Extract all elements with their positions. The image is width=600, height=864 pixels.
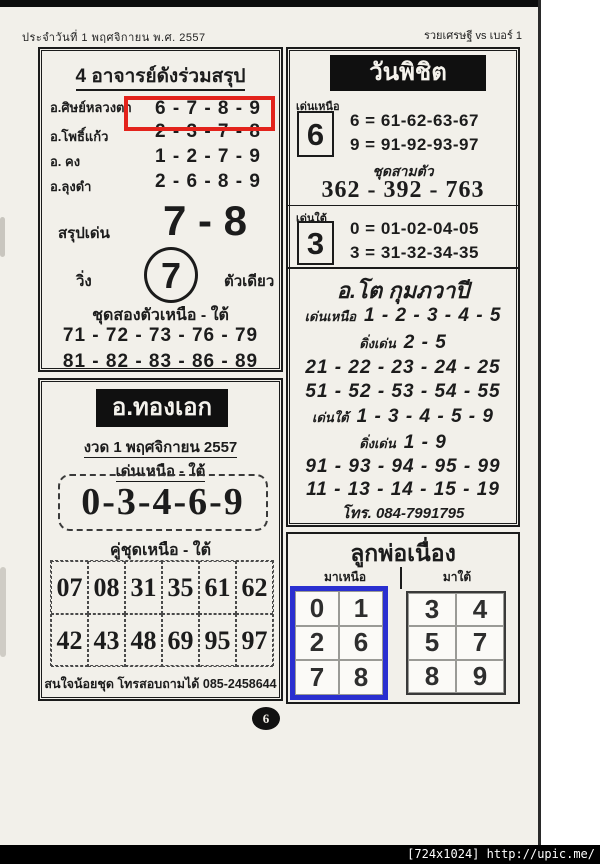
grid-digit: 9	[456, 660, 504, 693]
master-name: อ.ศิษย์หลวงตา	[50, 100, 132, 115]
luk-pho-nueang-heading: ลูกพ่อเนื่อง	[350, 540, 456, 566]
publication-name: รวยเศรษฐี vs เบอร์ 1	[423, 30, 522, 42]
south-grid	[406, 591, 506, 695]
pair-cell: 95	[199, 614, 236, 667]
grid-digit: 8	[408, 660, 456, 693]
divider	[288, 205, 518, 206]
triple-set-numbers: 362 - 392 - 763	[321, 177, 485, 203]
contact-phone: สนใจน้อยชุด โทรสอบถามได้ 085-2458644	[44, 677, 277, 691]
master-numbers: 6 - 7 - 8 - 9	[155, 98, 261, 119]
tip-line: 21 - 22 - 23 - 24 - 25	[305, 357, 501, 378]
pair-cell: 42	[51, 614, 88, 667]
circled-run-number: 7	[144, 247, 198, 303]
thong-ek-box	[38, 378, 283, 701]
master-name: อ. คง	[50, 154, 81, 169]
south-set-line: 0 = 01-02-04-05	[350, 219, 479, 238]
north-digit: 6	[297, 111, 334, 157]
scan-smudge	[0, 217, 5, 257]
luk-pho-nueang-box	[286, 532, 520, 704]
grid-digit: 7	[456, 626, 504, 659]
pairs-title: คู่ชุดเหนือ - ใต้	[110, 542, 211, 559]
south-label: เด่นใต้	[296, 213, 327, 225]
wan-pichit-box	[286, 47, 520, 527]
four-masters-box	[38, 47, 283, 372]
issue-date: ประจำวันที่ 1 พฤศจิกายน พ.ศ. 2557	[22, 32, 206, 44]
two-digit-row: 81 - 82 - 83 - 86 - 89	[62, 351, 259, 372]
triple-set-label: ชุดสามตัว	[372, 163, 434, 179]
south-digit: 3	[297, 221, 334, 265]
pair-cell: 62	[236, 561, 273, 614]
divider	[288, 267, 518, 269]
summary-numbers: 7 - 8	[162, 197, 248, 244]
tip-line: 11 - 13 - 14 - 15 - 19	[306, 479, 500, 500]
scan-top-edge	[0, 0, 541, 7]
to-kumphawapi-phone: โทร. 084-7991795	[341, 505, 465, 522]
grid-digit: 6	[339, 626, 383, 661]
master-numbers: 1 - 2 - 7 - 9	[155, 146, 261, 167]
tip-line: เด่นใต้ 1 - 3 - 4 - 5 - 9	[312, 406, 494, 427]
grid-digit: 0	[295, 591, 339, 626]
master-row	[50, 146, 275, 171]
pair-cell: 97	[236, 614, 273, 667]
pair-cell: 08	[88, 561, 125, 614]
summary-label: สรุปเด่น	[58, 225, 110, 242]
grid-digit: 1	[339, 591, 383, 626]
single-digit-label: ตัวเดียว	[224, 273, 275, 290]
paper-page	[0, 7, 540, 845]
grid-digit: 7	[295, 660, 339, 695]
tip-line: ดิ่งเด่น 1 - 9	[359, 432, 447, 453]
grid-digit: 5	[408, 626, 456, 659]
tip-line: 51 - 52 - 53 - 54 - 55	[305, 381, 501, 402]
north-south-subtitle: เด่นเหนือ - ใต้	[115, 463, 206, 480]
pair-cell: 07	[51, 561, 88, 614]
thong-ek-heading: อ.ทองเอก	[96, 389, 228, 427]
pair-cell: 69	[162, 614, 199, 667]
master-numbers: 2 - 6 - 8 - 9	[155, 171, 261, 192]
image-host-footer: [724x1024] http://upic.me/	[0, 845, 600, 864]
tip-line: ดิ่งเด่น 2 - 5	[359, 332, 447, 353]
come-south-label: มาใต้	[442, 570, 472, 584]
grid-digit: 4	[456, 593, 504, 626]
wan-pichit-heading: วันพิชิต	[330, 55, 486, 91]
run-label: วิ่ง	[76, 273, 92, 290]
label-divider	[400, 567, 402, 589]
master-row	[50, 171, 275, 196]
north-set-line: 9 = 91-92-93-97	[350, 135, 479, 154]
draw-date: งวด 1 พฤศจิกายน 2557	[83, 439, 238, 456]
page-number-badge: 6	[252, 707, 280, 730]
tip-line: 91 - 93 - 94 - 95 - 99	[305, 456, 501, 477]
highlight-numbers: 0-3-4-6-9	[58, 474, 268, 531]
scan-smudge	[0, 567, 6, 657]
four-masters-title: 4 อาจารย์ดังร่วมสรุป	[40, 61, 281, 91]
grid-digit: 3	[408, 593, 456, 626]
pair-cell: 31	[125, 561, 162, 614]
two-digit-row: 71 - 72 - 73 - 76 - 79	[62, 325, 259, 346]
grid-digit: 8	[339, 660, 383, 695]
pair-cell: 48	[125, 614, 162, 667]
pairs-number-grid	[50, 560, 274, 666]
pair-cell: 61	[199, 561, 236, 614]
red-highlight-box	[124, 96, 275, 131]
master-name: อ.โพธิ์แก้ว	[50, 129, 109, 144]
grid-digit: 2	[295, 626, 339, 661]
blue-highlight-grid	[290, 586, 388, 700]
to-kumphawapi-heading: อ.โต กุมภวาปี	[336, 278, 470, 303]
pair-cell: 35	[162, 561, 199, 614]
north-label: เด่นเหนือ	[296, 101, 340, 113]
scan-right-edge	[538, 0, 541, 845]
master-name: อ.ลุงดำ	[50, 179, 92, 194]
two-digit-set-title: ชุดสองตัวเหนือ - ใต้	[92, 307, 229, 324]
south-set-line: 3 = 31-32-34-35	[350, 243, 479, 262]
tip-line: เด่นเหนือ 1 - 2 - 3 - 4 - 5	[304, 305, 502, 326]
come-north-label: มาเหนือ	[323, 570, 367, 584]
north-set-line: 6 = 61-62-63-67	[350, 111, 479, 130]
master-numbers: 2 - 3 - 7 - 8	[155, 121, 261, 142]
pair-cell: 43	[88, 614, 125, 667]
